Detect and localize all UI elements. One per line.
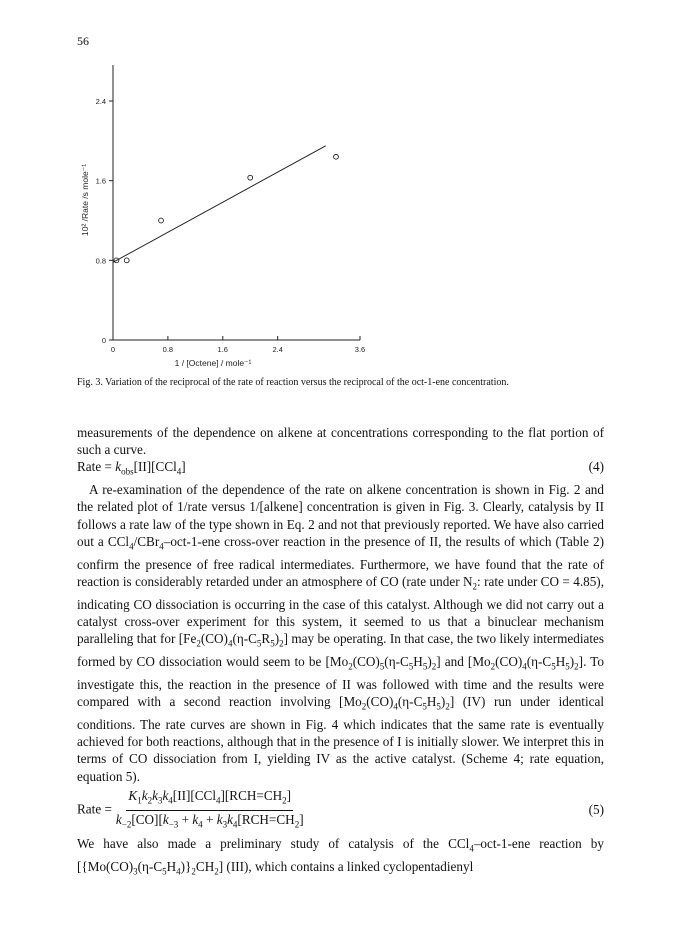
data-point <box>124 258 129 263</box>
x-tick-label: 2.4 <box>272 345 283 354</box>
equation-4 <box>77 458 604 481</box>
paragraph-1: measurements of the dependence on alkene at concentrations corresponding to the flat portion of such a curve. <box>77 425 604 458</box>
figure-3-plot <box>0 0 680 372</box>
y-axis-label: 10² /Rate /s mole⁻¹ <box>80 163 90 237</box>
figure-caption <box>77 376 607 389</box>
tick-marks <box>109 101 360 340</box>
x-tick-label: 0.8 <box>162 345 174 354</box>
paragraph-3: We have also made a preliminary study of catalysis of the CCl$_4$–oct-1-ene reaction by $[\{Mo(CO)_3(\eta-C_5H_4)\}_2CH_2]$ (III), which contains a linked cyclopentadienyl <box>77 836 604 877</box>
data-point <box>248 175 253 180</box>
x-tick-label: 0 <box>110 345 116 354</box>
paragraph-2: A re-examination of the dependence of the rate on alkene concentration is shown in Fig. 2 and the related plot of 1/rate versus 1/[alkene] concentration is given in Fig. 3. Clearly, catalysis by II follows a rate law of the type shown in Eq. 2 and not that previously reported. We have also carried out a CCl$_4$/CBr$_4$–oct-1-ene cross-over reaction in the presence of II, the results of which (Table 2) confirm the presence of free radical intermediates. Furthermore, we have found that the rate of reaction is considerably retarded under an atmosphere of CO (rate under $N_2$: rate under CO = 4.85), indicating CO dissociation is occurring in the case of this catalyst. Although we did not carry out a catalyst cross-over experiment for this system, it seemed to us that a binuclear mechanism paralleling that for $[Fe_2(CO)_4(\eta-C_5R_5)_2]$ may be operating. In that case, the two likely intermediates formed by CO dissociation would seem to be $[Mo_2(CO)_5(\eta-C_5H_5)_2]$ and $[Mo_2(CO)_4(\eta-C_5H_5)_2]$. To investigate this, the reaction in the presence of II was followed with time and the results were compared with a second reaction involving $[Mo_2(CO)_4(\eta-C_5H_5)_2]$ (IV) run under identical conditions. The rate curves are shown in Fig. 4 which indicates that the same rate is eventually achieved for both reactions, although that in the presence of I is initially slower. We interpret this in terms of CO dissociation from I, yielding IV as the active catalyst. (Scheme 4; rate equation, equation 5). <box>77 482 605 784</box>
body-text <box>77 424 604 881</box>
tick-labels <box>96 97 366 354</box>
x-tick-label: 3.6 <box>354 345 366 354</box>
y-tick-label: 0 <box>101 336 106 345</box>
equation-4-expression: Rate = $k_{obs}[II][CCl_4]$ <box>77 459 186 478</box>
x-axis-label: 1 / [Octene] / mole⁻¹ <box>174 358 252 368</box>
y-tick-label: 2.4 <box>95 97 106 106</box>
equation-5 <box>77 787 604 834</box>
y-tick-label: 0.8 <box>95 256 106 266</box>
fit-line <box>113 146 326 263</box>
data-points <box>114 154 338 262</box>
equation-4-label: (4) <box>588 459 604 475</box>
data-point <box>159 218 164 223</box>
data-point <box>334 154 339 159</box>
caption-label: Fig. 3. <box>77 377 103 388</box>
plot-axes <box>113 65 360 340</box>
x-tick-label: 1.6 <box>217 345 228 354</box>
y-tick-label: 1.6 <box>95 176 106 186</box>
equation-5-label: (5) <box>588 802 604 818</box>
equation-5-expression: Rate = $\frac{K_1k_2k_3k_4[II][CCl_4][RCH=CH_2]}{k_{-2}[CO][k_{-3} + k_4 + k_3k_4[RCH=CH_2]}$ <box>77 787 304 830</box>
page-number: 56 <box>77 34 89 48</box>
caption-text: Variation of the reciprocal of the rate of reaction versus the reciprocal of the oct-1-ene concentration. <box>105 377 509 388</box>
